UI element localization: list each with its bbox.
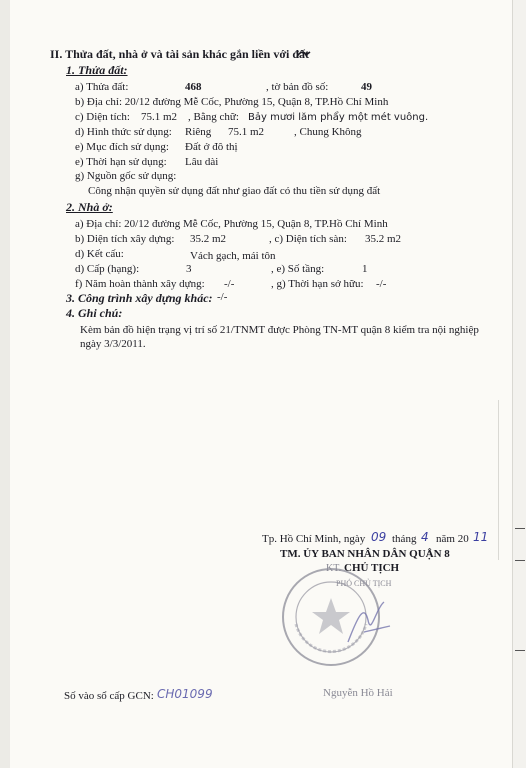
pen-mark-icon [296,48,312,62]
place-date-prefix: Tp. Hồ Chí Minh, ngày [262,533,366,545]
land-purpose-value: Đất ở đô thị [185,141,238,153]
notes-label: 4. Ghi chú: [66,306,123,320]
land-address: b) Địa chỉ: 20/12 đường Mễ Cốc, Phường 15, Quận 8, TP.Hồ Chí Minh [75,96,389,108]
house-grade-label: d) Cấp (hạng): [75,263,140,275]
land-area-label: c) Diện tích: [75,111,130,123]
signer-name: Nguyễn Hồ Hải [323,687,393,699]
land-purpose-label: e) Mục đích sử dụng: [75,141,169,153]
vice-title: PHÓ CHỦ TỊCH [336,579,392,588]
house-ownership-term-label: , g) Thời hạn sở hữu: [271,278,364,290]
land-origin-value: Công nhận quyền sử dụng đất như giao đất có thu tiền sử dụng đất [88,185,381,197]
house-completion-label: f) Năm hoàn thành xây dựng: [75,278,205,290]
adjacent-page-edge [512,0,526,768]
date-month-label: tháng [392,533,417,545]
land-term-value: Lâu dài [185,156,219,168]
signer-title: CHỦ TỊCH [344,562,400,574]
land-parcel-number: 468 [185,81,202,93]
issuing-authority: TM. ỦY BAN NHÂN DÂN QUẬN 8 [280,548,450,560]
house-grade-value: 3 [186,263,192,275]
land-parcel-label: a) Thửa đất: [75,81,129,93]
notes-line-2: ngày 3/3/2011. [80,338,146,350]
land-heading: 1. Thửa đất: [66,63,128,77]
house-floor-area-value: 35.2 m2 [365,233,402,245]
other-works-label: 3. Công trình xây dựng khác: [66,291,213,305]
house-build-area-value: 35.2 m2 [190,233,227,245]
date-day: 09 [371,530,387,544]
paper-fold-line [498,400,499,560]
land-use-common: , Chung Không [294,126,362,138]
land-term-label: e) Thời hạn sử dụng: [75,156,167,168]
land-use-form-label: d) Hình thức sử dụng: [75,126,172,138]
house-structure-label: d) Kết cấu: [75,248,124,260]
date-year-label: năm 20 [436,533,469,545]
notes-line-1: Kèm bản đồ hiện trạng vị trí số 21/TNMT được Phòng TN-MT quận 8 kiểm tra nội nghiệp [80,324,479,336]
house-floor-area-label: , c) Diện tích sàn: [269,233,347,245]
land-use-private-area: 75.1 m2 [228,126,265,138]
house-build-area-label: b) Diện tích xây dựng: [75,233,175,245]
land-area-words-label: , Bằng chữ: [188,111,239,123]
house-heading: 2. Nhà ở: [66,200,113,214]
land-use-private: Riêng [185,126,212,138]
land-origin-label: g) Nguồn gốc sử dụng: [75,170,177,182]
date-year: 11 [473,530,489,544]
date-month: 4 [421,530,429,544]
registry-number-label: Số vào sổ cấp GCN: [64,690,154,702]
house-ownership-term-value: -/- [376,278,387,290]
kt-prefix: KT. [326,563,342,574]
land-map-sheet-label: , tờ bản đồ số: [266,81,329,93]
registry-number-value: CH01099 [157,687,213,701]
handwritten-signature [344,596,394,652]
section-title: II. Thửa đất, nhà ở và tài sản khác gắn liền với đất [50,47,310,61]
house-completion-value: -/- [224,278,235,290]
land-map-sheet-number: 49 [361,81,372,93]
other-works-value: -/- [217,291,228,303]
house-structure-value: Vách gạch, mái tôn [190,250,276,262]
land-area-words: Bảy mươi lăm phẩy một mét vuông. [248,112,429,123]
house-floors-value: 1 [362,263,368,275]
land-area-value: 75.1 m2 [141,111,178,123]
house-floors-label: , e) Số tầng: [271,263,325,275]
house-address: a) Địa chỉ: 20/12 đường Mễ Cốc, Phường 15, Quận 8, TP.Hồ Chí Minh [75,218,388,230]
